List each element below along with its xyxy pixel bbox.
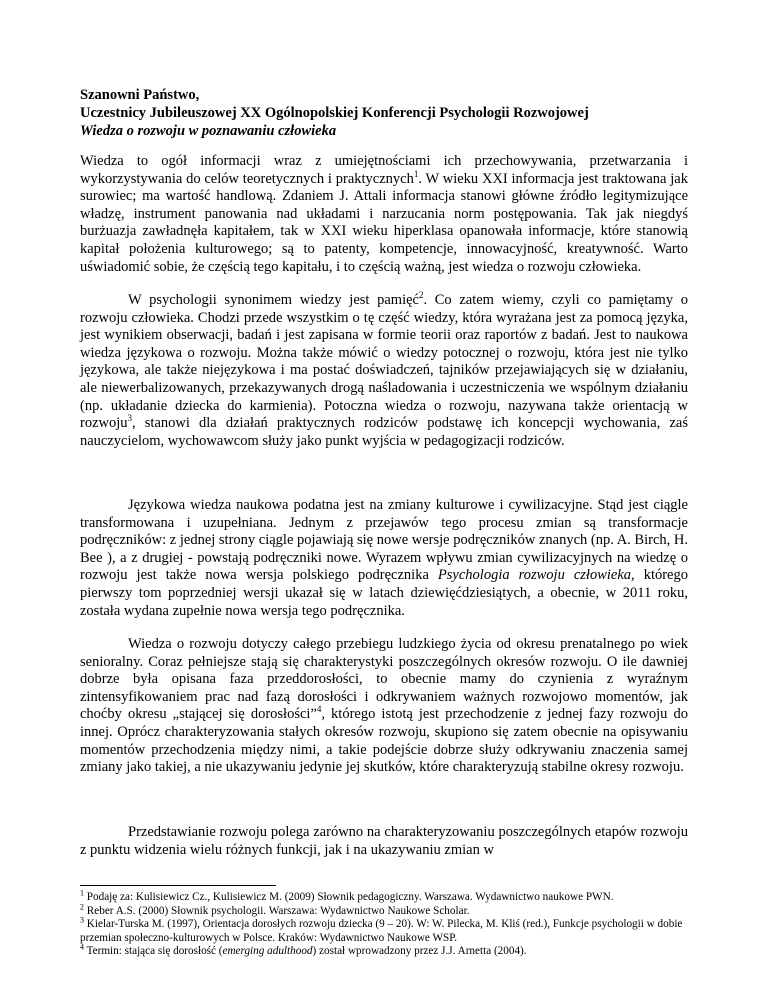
footnote-1: $^1$ Podaję za: Kulisiewicz Cz., Kulisiewicz M. (2009) Słownik pedagogiczny. Warszawa. Wydawnictwo naukowe PWN. [80,888,614,903]
conference-title: Wiedza o rozwoju w poznawaniu człowieka [80,123,337,139]
footnotes [80,888,688,959]
addressees: Uczestnicy Jubileuszowej XX Ogólnopolskiej Konferencji Psychologii Rozwojowej [80,105,589,121]
footnote-ref-2[interactable]: 2 [418,290,424,301]
paragraph-4: Wiedza o rozwoju dotyczy całego przebiegu ludzkiego życia od okresu prenatalnego po wiek senioralny. Coraz pełniejsze stają się charakterystyki poszczególnych okresów rozwoju. O ile dawniej dobrze była opisana faza przeddorosłości, to obecnie mamy do czynienia z wyraźnym zintensyfikowaniem prac nad fazą dorosłości i odkrywaniem ważnych rozwojowo momentów, jak choćby okresu „stającej się dorosłości”$^4$, którego istotą jest przechodzenie z jednej fazy rozwoju do innej. Oprócz charakteryzowania stałych okresów rozwoju, skupiono się zatem obecnie na opisywaniu momentów przechodzenia między nimi, a takie podejście dobrze służy odkrywaniu znaczenia samej zmiany jako takiej, a nie ukazywaniu jedynie jej skutków, które charakteryzują stabilne okresy rozwoju. [80,636,688,776]
footnote-ref-4[interactable]: 4 [316,704,322,715]
letter-greeting [80,86,688,140]
footnote-term: emerging adulthood [222,945,313,958]
paragraph-2: W psychologii synonimem wiedzy jest pamięć$^2$. Co zatem wiemy, czyli co pamiętamy o rozwoju człowieka. Chodzi przede wszystkim o tę część wiedzy, która wyrażana jest za pomocą języka, jest wynikiem obserwacji, badań i jest zapisana w formie teorii oraz raportów z badań. Jest to naukowa wiedza językowa o rozwoju. Można także mówić o wiedzy potocznej o rozwoju, która jest nie tylko językowa, ale także niejęzykowa i ma postać doświadczeń, tajników przejawiających się w działaniu, ale niewerbalizowanych, przekazywanych drogą naśladowania i uczestniczenia we wspólnym działaniu (np. układanie dziecka do karmienia). Potoczna wiedza o rozwoju, nazywana także orientacją w rozwoju$^3$, stanowi dla działań praktycznych rodziców podstawę ich koncepcji wychowania, zaś nauczycielom, wychowawcom służy jako punkt wyjścia w pedagogizacji rodziców. [80,290,688,449]
paragraph-5: Przedstawianie rozwoju polega zarówno na charakteryzowaniu poszczególnych etapów rozwoju z punktu widzenia wielu różnych funkcji, jak i na ukazywaniu zmian w [80,824,688,858]
book-title: Psychologia rozwoju człowieka [437,567,632,584]
footnote-4: $^4$ Termin: stająca się dorosłość (emerging adulthood) został wprowadzony przez J.J. Arnetta (2004). [80,942,527,958]
paragraph-1: Wiedza to ogół informacji wraz z umiejętnościami ich przechowywania, przetwarzania i wykorzystywania do celów teoretycznych i praktycznych$^1$. W wieku XXI informacja jest traktowana jak surowiec; ma wartość handlową. Zdaniem J. Attali informacja stanowi główne źródło legitymizujące władzę, instrument panowania nad układami i narzucania norm postępowania. Tak jak niegdyś burżuazja zawładnęła kapitałem, tak w XXI wieku hiperklasa opanowała informacje, które stanowią kapitał położenia kulturowego; są to patenty, kompetencje, innowacyjność, kreatywność. Warto uświadomić sobie, że częścią tego kapitału, i to częścią ważną, jest wiedza o rozwoju człowieka. [80,153,688,275]
footnote-ref-1[interactable]: 1 [413,168,419,179]
footnote-separator [80,885,276,886]
footnote-ref-3[interactable]: 3 [127,413,133,424]
footnote-3: $^3$ Kielar-Turska M. (1997), Orientacja dorosłych rozwoju dziecka (9 – 20). W: W. Pilecka, M. Kliś (red.), Funkcje psychologii w dobie przemian społeczno-kulturowych w Polsce. Kraków: Wydawnictwo Naukowe WSP. [80,915,683,944]
paragraph-3: Językowa wiedza naukowa podatna jest na zmiany kulturowe i cywilizacyjne. Stąd jest ciągle transformowana i uzupełniana. Jednym z przejawów tego procesu zmian są transformacje podręczników: z jednej strony ciągle pojawiają się nowe wersje podręczników znanych (np. A. Birch, H. Bee ), a z drugiej - powstają podręczniki nowe. Wyrazem wpływu zmian cywilizacyjnych na wiedzę o rozwoju jest także nowa wersja polskiego podręcznika Psychologia rozwoju człowieka, którego pierwszy tom poprzedniej wersji ukazał się w latach dziewięćdziesiątych, a obecnie, w 2011 roku, została wydana zupełnie nowa wersja tego podręcznika. [80,497,688,619]
footnote-2: $^2$ Reber A.S. (2000) Słownik psychologii. Warszawa: Wydawnictwo Naukowe Scholar. [80,901,470,917]
salutation: Szanowni Państwo, [80,87,200,103]
